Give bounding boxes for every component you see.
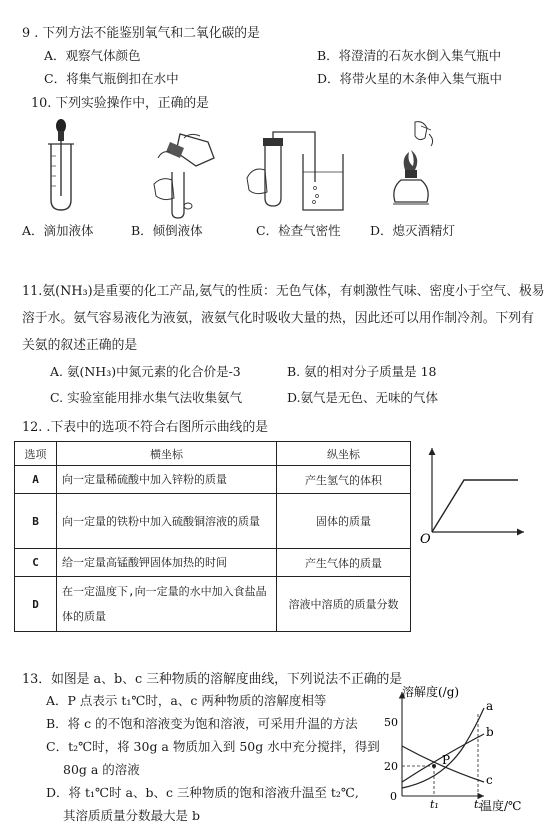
- alcohol-lamp-figure: [385, 118, 455, 214]
- q11-option-d: D.氨气是无色、无味的气体: [287, 390, 439, 405]
- q9-option-a: A．观察气体颜色: [44, 48, 141, 63]
- q11-option-b: B. 氨的相对分子质量是 18: [287, 364, 437, 379]
- row-y: 溶液中溶质的质量分数: [277, 577, 411, 632]
- q11-line1: 11.氨(NH₃)是重要的化工产品,氨气的性质：无色气体，有刺激性气味、密度小于空气、极易: [22, 284, 545, 299]
- t1-label: t₁: [430, 798, 439, 811]
- curve-c-label: c: [486, 773, 493, 787]
- q10-caption-c: C．检查气密性: [256, 223, 341, 238]
- header-y: 纵坐标: [277, 442, 411, 466]
- pouring-figure: [140, 128, 220, 220]
- q10-caption-b: B．倾倒液体: [131, 223, 203, 238]
- row-y: 固体的质量: [277, 494, 411, 549]
- t2-label: t₂: [474, 798, 483, 811]
- point-p: [432, 764, 436, 768]
- solubility-graph: [372, 684, 542, 834]
- y-tick-50: 50: [384, 716, 398, 729]
- curve-a: [402, 708, 484, 788]
- q9-stem: 9 . 下列方法不能鉴别氧气和二氧化碳的是: [22, 26, 260, 41]
- q13-option-c-line2: 80g a 的溶液: [63, 762, 140, 777]
- dropper-figure: [42, 118, 82, 214]
- q12-stem: 12. .下表中的选项不符合右图所示曲线的是: [22, 420, 269, 435]
- row-option: A: [15, 466, 57, 494]
- y-tick-20: 20: [384, 760, 398, 773]
- row-x: 在一定温度下,向一定量的水中加入食盐晶体的质量: [57, 577, 277, 632]
- row-option: B: [15, 494, 57, 549]
- x-axis-label: 温度/℃: [480, 799, 522, 813]
- row-y: 产生氢气的体积: [277, 466, 411, 494]
- airtightness-figure: [243, 128, 353, 220]
- q12-table: [14, 441, 411, 632]
- row-x: 给一定量高锰酸钾固体加热的时间: [57, 549, 277, 577]
- q12-curve-graph: [420, 444, 530, 544]
- y-tick-0: 0: [390, 790, 397, 803]
- table-row: [15, 466, 411, 494]
- p-label: P: [442, 753, 451, 767]
- row-option: C: [15, 549, 57, 577]
- row-x: 向一定量的铁粉中加入硫酸铜溶液的质量: [57, 494, 277, 549]
- q11-option-c: C. 实验室能用排水集气法收集氨气: [50, 390, 243, 405]
- table-row: [15, 494, 411, 549]
- q10-stem: 10. 下列实验操作中，正确的是: [31, 96, 209, 111]
- q9-option-b: B．将澄清的石灰水倒入集气瓶中: [317, 48, 502, 63]
- y-axis-label: 溶解度(/g): [402, 685, 460, 699]
- q10-caption-d: D．熄灭酒精灯: [370, 223, 456, 238]
- row-y: 产生气体的质量: [277, 549, 411, 577]
- origin-label: O: [420, 532, 431, 544]
- row-option: D: [15, 577, 57, 632]
- q13-stem: 13．如图是 a、b、c 三种物质的溶解度曲线，下列说法不正确的是: [22, 672, 403, 687]
- curve-b-label: b: [486, 725, 494, 739]
- q13-option-b: B．将 c 的不饱和溶液变为饱和溶液，可采用升温的方法: [46, 716, 358, 731]
- q11-option-a: A. 氨(NH₃)中氮元素的化合价是-3: [50, 364, 241, 379]
- q9-option-c: C．将集气瓶倒扣在水中: [44, 71, 179, 86]
- q13-option-c-line1: C．t₂℃时，将 30g a 物质加入到 50g 水中充分搅拌，得到: [46, 739, 380, 754]
- q11-line2: 溶于水。氨气容易液化为液氨，液氨气化时吸收大量的热，因此还可以用作制冷剂。下列有: [22, 311, 534, 326]
- table-row: [15, 577, 411, 632]
- q13-option-d-line2: 其溶质质量分数最大是 b: [63, 808, 200, 823]
- header-option: 选项: [15, 442, 57, 466]
- curve-line: [432, 480, 518, 532]
- q10-caption-a: A．滴加液体: [22, 223, 94, 238]
- table-row: [15, 549, 411, 577]
- curve-a-label: a: [486, 699, 494, 713]
- q13-option-d-line1: D．将 t₁℃时 a、b、c 三种物质的饱和溶液升温至 t₂℃,: [46, 785, 359, 800]
- q13-option-a: A．P 点表示 t₁℃时，a、c 两种物质的溶解度相等: [46, 693, 327, 708]
- row-x: 向一定量稀硫酸中加入锌粉的质量: [57, 466, 277, 494]
- table-header-row: [15, 442, 411, 466]
- q9-option-d: D．将带火星的木条伸入集气瓶中: [317, 71, 503, 86]
- q11-line3: 关氨的叙述正确的是: [22, 338, 138, 353]
- header-x: 横坐标: [57, 442, 277, 466]
